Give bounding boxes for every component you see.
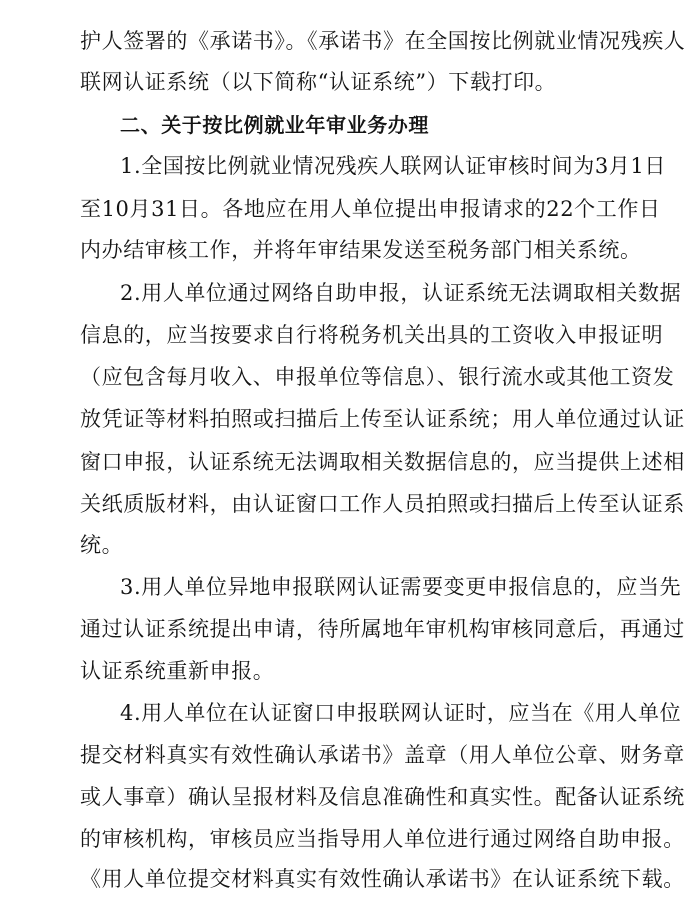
text-line: 4.用人单位在认证窗口申报联网认证时，应当在《用人单位 — [120, 701, 682, 725]
text-line: 认证系统重新申报。 — [80, 659, 275, 683]
text-line: 的审核机构，审核员应当指导用人单位进行通过网络自助申报。 — [80, 827, 685, 851]
text-line: 通过认证系统提出申请，待所属地年审机构审核同意后，再通过 — [80, 617, 685, 641]
text-line: 1.全国按比例就业情况残疾人联网认证审核时间为3月1日 — [120, 154, 666, 178]
text-line: 窗口申报，认证系统无法调取相关数据信息的，应当提供上述相 — [80, 450, 685, 474]
text-line: 护人签署的《承诺书》。《承诺书》在全国按比例就业情况残疾人 — [80, 29, 686, 53]
text-line: （应包含每月收入、申报单位等信息）、银行流水或其他工资发 — [80, 365, 675, 389]
text-line: 《用人单位提交材料真实有效性确认承诺书》在认证系统下载。 — [80, 867, 685, 891]
text-line: 联网认证系统（以下简称“认证系统”）下载打印。 — [80, 70, 557, 94]
text-line: 内办结审核工作，并将年审结果发送至税务部门相关系统。 — [80, 238, 642, 262]
text-line: 2.用人单位通过网络自助申报，认证系统无法调取相关数据 — [120, 281, 682, 305]
text-line: 3.用人单位异地申报联网认证需要变更申报信息的，应当先 — [120, 575, 682, 599]
text-line: 信息的，应当按要求自行将税务机关出具的工资收入申报证明 — [80, 323, 664, 347]
text-line: 提交材料真实有效性确认承诺书》盖章（用人单位公章、财务章 — [80, 743, 685, 767]
text-line: 放凭证等材料拍照或扫描后上传至认证系统；用人单位通过认证 — [80, 407, 685, 431]
text-line: 统。 — [80, 533, 124, 557]
text-line: 或人事章）确认呈报材料及信息准确性和真实性。配备认证系统 — [80, 785, 685, 809]
text-line: 关纸质版材料，由认证窗口工作人员拍照或扫描后上传至认证系 — [80, 492, 685, 516]
section-heading: 二、关于按比例就业年审业务办理 — [120, 113, 429, 137]
text-line: 至10月31日。各地应在用人单位提出申报请求的22个工作日 — [80, 197, 661, 221]
